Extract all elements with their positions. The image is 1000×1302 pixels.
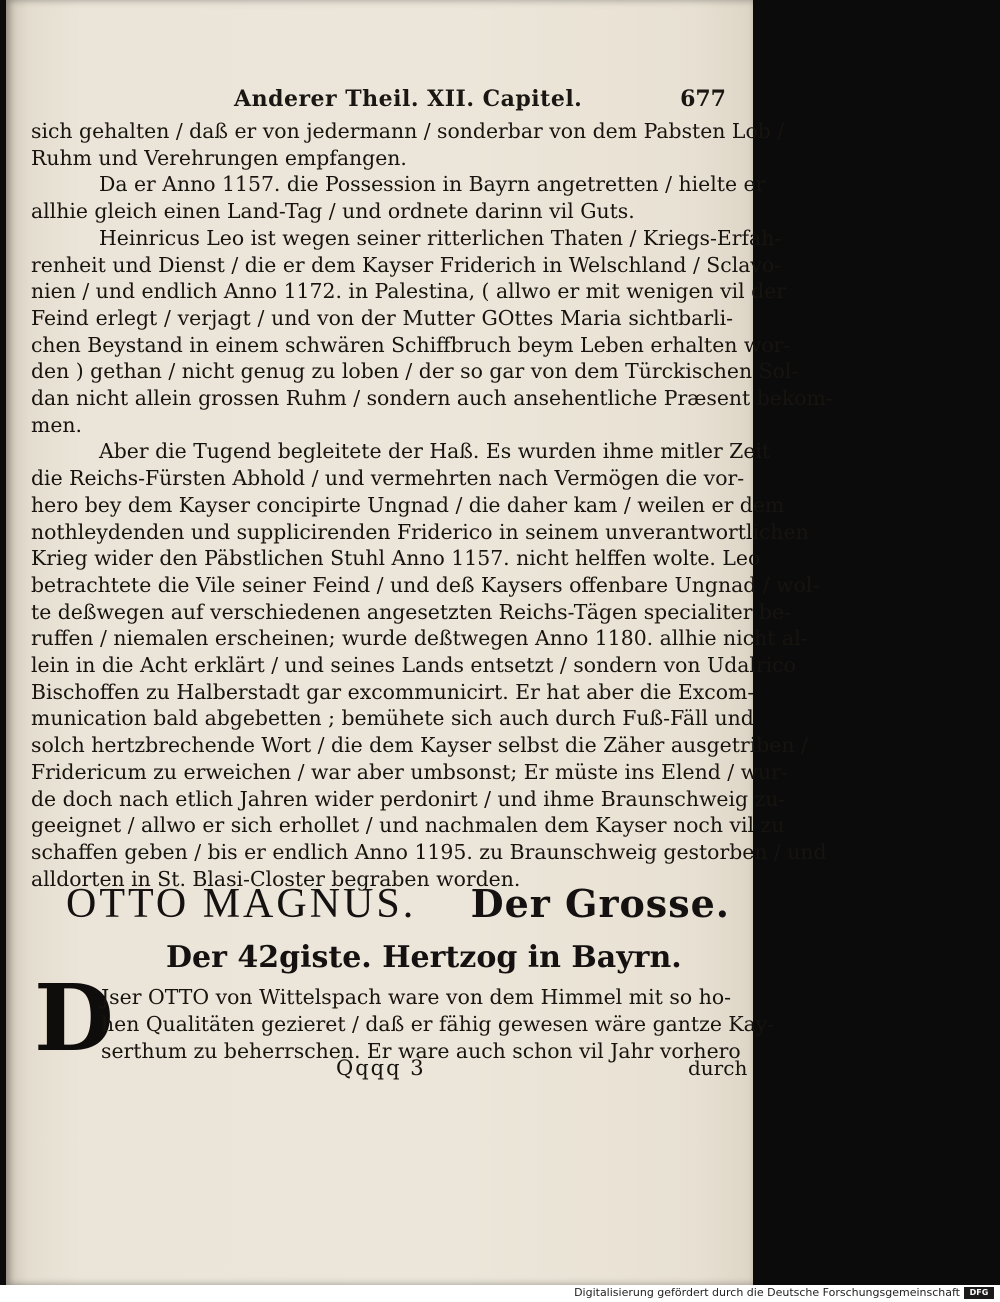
text-line: den ) gethan / nicht genug zu loben / der so gar von dem Türckischen Sol- (31, 359, 799, 384)
text-line: geeignet / allwo er sich erhollet / und nachmalen dem Kayser noch vil zu (31, 813, 785, 838)
text-line: nien / und endlich Anno 1172. in Palestina, ( allwo er mit wenigen vil der (31, 279, 787, 304)
text-line: Jser OTTO von Wittelspach ware von dem Himmel mit so ho- (101, 985, 731, 1009)
text-line: Heinricus Leo ist wegen seiner ritterlichen Thaten / Kriegs-Erfah- (99, 225, 782, 250)
footer-bar (0, 1285, 1000, 1302)
text-line: sich gehalten / daß er von jedermann / sonderbar von dem Pabsten Lob / (31, 119, 785, 143)
text-line: die Reichs-Fürsten Abhold / und vermehrten nach Vermögen die vor- (31, 466, 745, 491)
text-line: alldorten in St. Blasi-Closter begraben worden. (31, 866, 521, 891)
section-title (66, 878, 731, 928)
text-line: dan nicht allein grossen Ruhm / sondern auch ansehentliche Præsent bekom- (31, 386, 833, 411)
text-line: ruffen / niemalen erscheinen; wurde deßtwegen Anno 1180. allhie nicht al- (31, 626, 808, 651)
text-line: hero bey dem Kayser concipirte Ungnad / die daher kam / weilen er dem (31, 492, 785, 517)
text-line: Feind erlegt / verjagt / und von der Mutter GOttes Maria sichtbarli- (31, 305, 733, 330)
text-line: betrachtete die Vile seiner Feind / und deß Kaysers offenbare Ungnad / wol- (31, 572, 820, 597)
text-line: de doch nach etlich Jahren wider perdonirt / und ihme Braunschweig zu- (31, 786, 786, 811)
text-line: Ruhm und Verehrungen empfangen. (31, 145, 407, 170)
text-line: allhie gleich einen Land-Tag / und ordnete darinn vil Guts. (31, 199, 635, 224)
text-line: munication bald abgebetten ; bemühete sich auch durch Fuß-Fäll und (31, 706, 754, 731)
text-line: Krieg wider den Päbstlichen Stuhl Anno 1157. nicht helffen wolte. Leo (31, 546, 761, 571)
book-page (6, 0, 833, 1285)
body-text (31, 118, 833, 892)
text-line: men. (31, 412, 83, 437)
drop-cap: D (34, 964, 114, 1072)
text-line: te deßwegen auf verschiedenen angesetzten Reichs-Tägen specialiter be- (31, 599, 791, 624)
text-line: nothleydenden und supplicirenden Friderico in seinem unverantwortlichen (31, 519, 809, 544)
opening-paragraph (101, 984, 775, 1065)
text-line: serthum zu beherrschen. Er ware auch schon vil Jahr vorhero (101, 1039, 741, 1063)
text-line: Bischoffen zu Halberstadt gar excommunicirt. Er hat aber die Excom- (31, 679, 755, 704)
text-line: chen Beystand in einem schwären Schiffbruch beym Leben erhalten wor- (31, 332, 791, 357)
page-number: 677 (680, 86, 726, 112)
running-title: Anderer Theil. XII. Capitel. (234, 86, 583, 112)
text-line: hen Qualitäten gezieret / daß er fähig gewesen wäre gantze Kay- (101, 1012, 775, 1036)
section-title-latin: OTTO MAGNUS. (66, 881, 417, 927)
text-line: Da er Anno 1157. die Possession in Bayrn angetretten / hielte er (99, 172, 766, 197)
footer-credit: Digitalisierung gefördert durch die Deutsche Forschungsgemeinschaft (574, 1286, 960, 1299)
text-line: renheit und Dienst / die er dem Kayser Friderich in Welschland / Sclavo- (31, 252, 782, 277)
text-line: Aber die Tugend begleitete der Haß. Es wurden ihme mitler Zeit (99, 439, 771, 464)
catchword: durch (688, 1056, 748, 1080)
text-line: solch hertzbrechende Wort / die dem Kayser selbst die Zäher ausgetriben / (31, 733, 808, 758)
text-line: Fridericum zu erweichen / war aber umbsonst; Er müste ins Elend / wur- (31, 759, 788, 784)
text-line: lein in die Acht erklärt / und seines Lands entsetzt / sondern von Udalrico (31, 653, 796, 678)
dfg-logo-icon: DFG (964, 1287, 994, 1299)
section-subtitle: Der 42giste. Hertzog in Bayrn. (166, 940, 682, 975)
section-title-german: Der Grosse. (470, 881, 731, 926)
text-line: schaffen geben / bis er endlich Anno 1195. zu Braunschweig gestorben / und (31, 839, 827, 864)
signature-mark: Qqqq 3 (336, 1056, 426, 1080)
